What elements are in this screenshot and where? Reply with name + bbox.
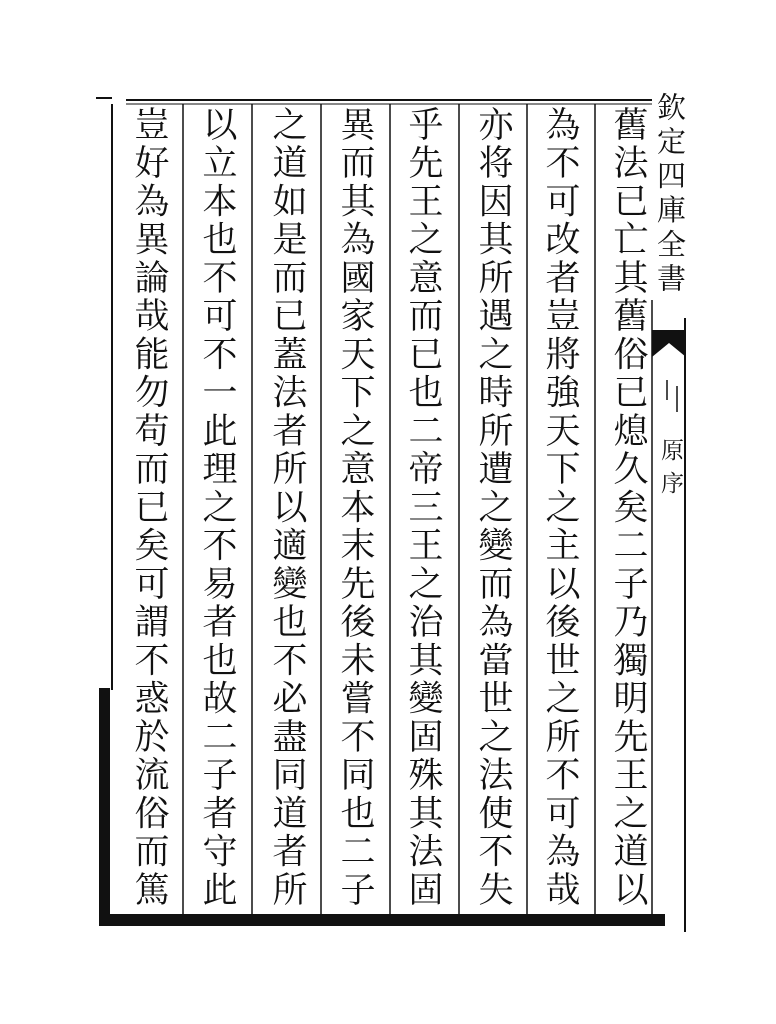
bottom-border xyxy=(99,914,665,926)
text-column-5: 異而其為國家天下之意本末先後未嘗不同也二子 xyxy=(335,106,375,906)
left-border-block xyxy=(99,688,110,926)
book-title: 欽定四庫全書 xyxy=(653,92,687,292)
text-column-4: 乎先王之意而已也二帝三王之治其變固殊其法固 xyxy=(403,106,443,906)
section-label: 原序 xyxy=(657,438,683,494)
fishtail-mark xyxy=(652,330,686,357)
text-column-3: 亦将因其所遇之時所遭之變而為當世之法使不失 xyxy=(473,106,513,906)
text-column-6: 之道如是而已蓋法者所以適變也不必盡同道者所 xyxy=(267,106,307,906)
text-column-2: 為不可改者豈將強天下之主以後世之所不可為哉 xyxy=(540,106,580,906)
text-column-8: 豈好為異論哉能勿苟而已矣可謂不惑於流俗而篤 xyxy=(129,106,169,906)
text-column-7: 以立本也不可不一此理之不易者也故二子者守此 xyxy=(197,106,237,906)
text-column-1: 舊法已亡其舊俗已熄久矣二子乃獨明先王之道以 xyxy=(608,106,648,906)
